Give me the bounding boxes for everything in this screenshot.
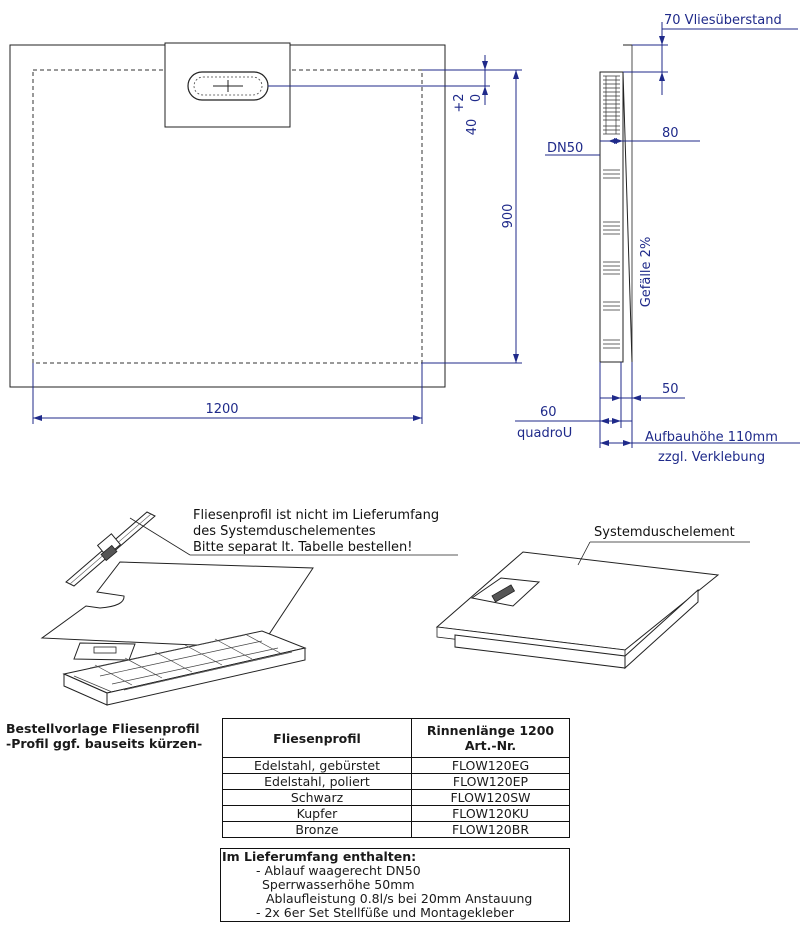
col-artnr-line2: Art.-Nr. (464, 738, 517, 753)
scope-line-4: - 2x 6er Set Stellfüße und Montagekleber (256, 905, 514, 920)
dim-40: 40 (465, 118, 480, 136)
table-row (223, 806, 570, 822)
row-art: FLOW120EP (412, 774, 570, 790)
order-title-2: -Profil ggf. bauseits kürzen- (6, 736, 203, 751)
scope-line-2: Sperrwasserhöhe 50mm (262, 877, 415, 892)
order-table (222, 718, 570, 838)
scope-box (220, 848, 570, 922)
label-quadrou: quadroU (517, 426, 573, 441)
label-verklebung: zzgl. Verklebung (658, 450, 766, 465)
dim-tolerance (452, 55, 488, 135)
scope-heading: Im Lieferumfang enthalten: (222, 849, 417, 864)
scope-line-3: Ablaufleistung 0.8l/s bei 20mm Anstauung (266, 891, 533, 906)
row-name: Kupfer (223, 806, 412, 822)
side-view (600, 45, 632, 362)
order-header-row (223, 719, 570, 758)
row-name: Edelstahl, poliert (223, 774, 412, 790)
label-vlies: 70 Vliesüberstand (664, 13, 782, 28)
dim-tol-0: 0 (469, 93, 484, 103)
row-name: Schwarz (223, 790, 412, 806)
exploded-view (0, 500, 480, 715)
order-title-1: Bestellvorlage Fliesenprofil (6, 721, 200, 736)
row-art: FLOW120KU (412, 806, 570, 822)
order-title (6, 721, 202, 751)
dim-tol-plus2: +2 (452, 93, 467, 113)
dim-900: 900 (501, 203, 516, 229)
label-80: 80 (662, 126, 679, 141)
table-row (223, 774, 570, 790)
col-fliesenprofil: Fliesenprofil (223, 719, 412, 758)
label-systemduschelement: Systemduschelement (594, 525, 735, 540)
dim-1200: 1200 (205, 402, 239, 417)
dim-width (33, 363, 422, 424)
row-art: FLOW120EG (412, 758, 570, 774)
col-artnr-line1: Rinnenlänge 1200 (426, 723, 555, 738)
label-gefaelle: Gefälle 2% (639, 236, 654, 308)
table-row (223, 790, 570, 806)
label-aufbau: Aufbauhöhe 110mm (645, 430, 778, 445)
label-50: 50 (662, 382, 679, 397)
col-artnr (412, 719, 570, 758)
row-art: FLOW120SW (412, 790, 570, 806)
note-fliesenprofil-2: des Systemduschelementes (193, 524, 376, 539)
scope-line-1: - Ablauf waagerecht DN50 (256, 863, 421, 878)
dim-bottom (515, 362, 800, 465)
note-fliesenprofil-3: Bitte separat lt. Tabelle bestellen! (193, 540, 413, 555)
label-dn50: DN50 (547, 141, 584, 156)
row-art: FLOW120BR (412, 822, 570, 838)
assembled-view (430, 510, 800, 670)
label-60: 60 (540, 405, 557, 420)
note-fliesenprofil-1: Fliesenprofil ist nicht im Lieferumfang (193, 508, 440, 523)
dim-vlies (623, 13, 798, 95)
row-name: Edelstahl, gebürstet (223, 758, 412, 774)
table-row (223, 758, 570, 774)
dim-height (422, 70, 522, 363)
table-row (223, 822, 570, 838)
row-name: Bronze (223, 822, 412, 838)
top-view (10, 43, 490, 387)
